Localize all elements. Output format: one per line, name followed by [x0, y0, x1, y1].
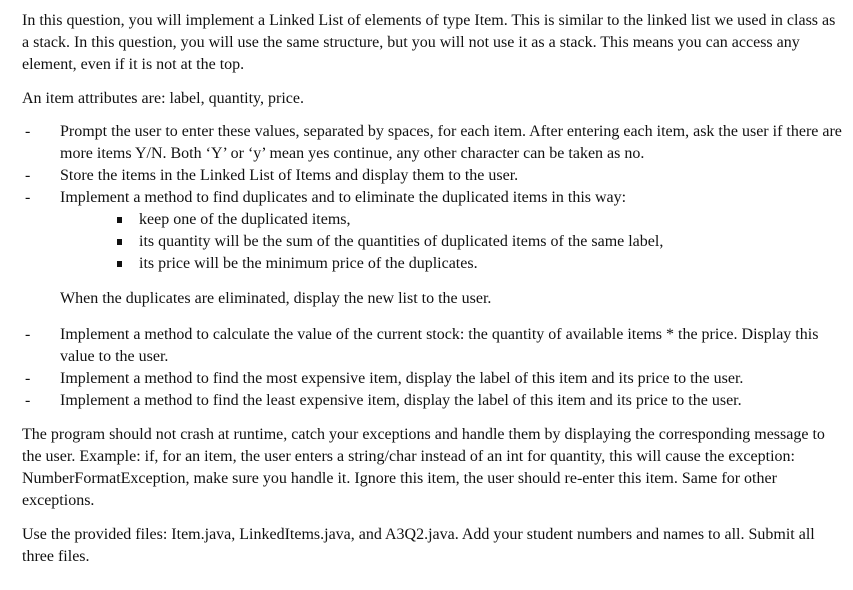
list-item [22, 324, 842, 368]
square-bullet-icon [117, 261, 122, 267]
list-item-text: Implement a method to calculate the value of the current stock: the quantity of available items * the price. Display this value to the user. [60, 326, 819, 365]
list-item [22, 165, 842, 187]
dash-bullet: - [25, 189, 31, 206]
dash-bullet: - [25, 392, 31, 409]
duplicate-rules-list [22, 209, 842, 275]
dash-bullet: - [25, 167, 31, 184]
dash-bullet: - [25, 123, 31, 140]
list-item-text: Implement a method to find duplicates and to eliminate the duplicated items in this way: [60, 189, 627, 206]
attributes-paragraph: An item attributes are: label, quantity, price. [22, 90, 304, 107]
requirements-list-1 [22, 121, 842, 209]
requirements-list-2 [22, 324, 842, 412]
exceptions-paragraph: The program should not crash at runtime, catch your exceptions and handle them by displaying the corresponding message to the user. Example: if, for an item, the user enters a string/char instead of an int for quantity, this will cause the exception: NumberFormatException, make sure you handle it. Ignore this item, the user should re-enter this item. Same for other exceptions. [22, 426, 825, 509]
sub-list-item [117, 209, 842, 231]
list-item [22, 121, 842, 165]
sub-list-item-text: its quantity will be the sum of the quantities of duplicated items of the same label, [139, 233, 664, 250]
list-item [22, 368, 842, 390]
list-item [22, 187, 842, 209]
list-item-text: Prompt the user to enter these values, separated by spaces, for each item. After entering each item, ask the user if there are more items Y/N. Both ‘Y’ or ‘y’ mean yes continue, any other character can be taken as no. [60, 123, 842, 162]
list-item [22, 390, 842, 412]
sub-list-item-text: its price will be the minimum price of the duplicates. [139, 255, 478, 272]
list-item-text: Implement a method to find the most expensive item, display the label of this item and its price to the user. [60, 370, 744, 387]
list-item-text: Store the items in the Linked List of Items and display them to the user. [60, 167, 519, 184]
after-duplicates-paragraph: When the duplicates are eliminated, display the new list to the user. [60, 290, 492, 307]
sub-list-item [117, 231, 842, 253]
list-item-text: Implement a method to find the least expensive item, display the label of this item and its price to the user. [60, 392, 742, 409]
files-paragraph: Use the provided files: Item.java, LinkedItems.java, and A3Q2.java. Add your student numbers and names to all. Submit all three files. [22, 526, 815, 565]
square-bullet-icon [117, 217, 122, 223]
dash-bullet: - [25, 326, 31, 343]
assignment-document [22, 7, 842, 568]
dash-bullet: - [25, 370, 31, 387]
square-bullet-icon [117, 239, 122, 245]
sub-list-item-text: keep one of the duplicated items, [139, 211, 351, 228]
sub-list-item [117, 253, 842, 275]
intro-paragraph: In this question, you will implement a Linked List of elements of type Item. This is similar to the linked list we used in class as a stack. In this question, you will use the same structure, but you will not use it as a stack. This means you can access any element, even if it is not at the top. [22, 12, 836, 73]
